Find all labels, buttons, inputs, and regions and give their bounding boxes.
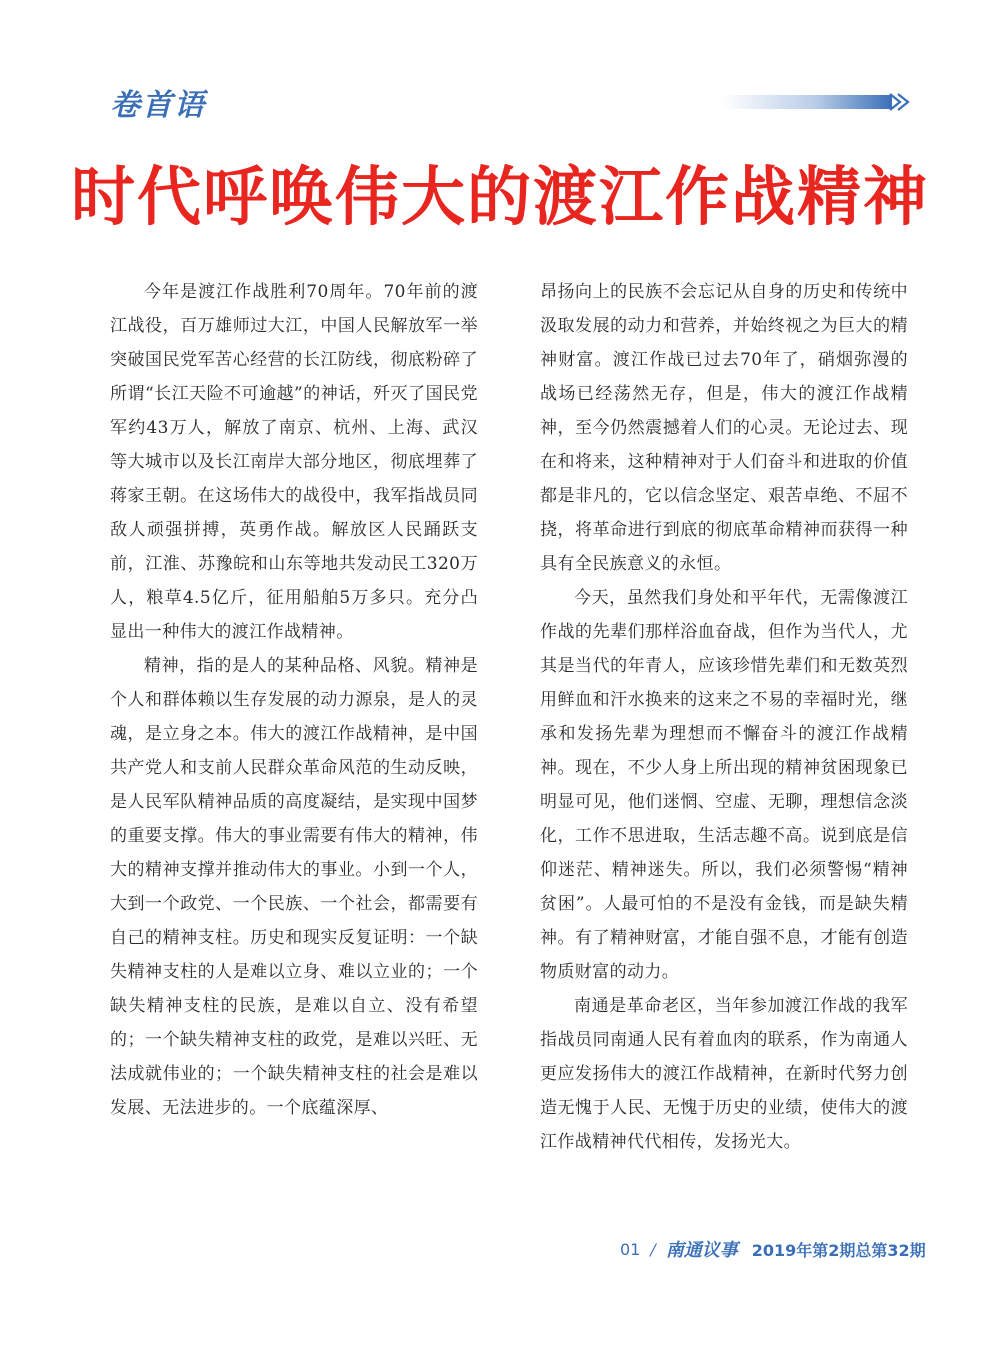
paragraph: 南通是革命老区，当年参加渡江作战的我军指战员同南通人民有着血肉的联系，作为南通人更应发扬伟大的渡江作战精神，在新时代努力创造无愧于人民、无愧于历史的业绩，使伟大的渡江作战精神代代相传，发扬光大。 [540, 996, 908, 1152]
header-decoration [722, 91, 912, 113]
column-tag: 卷首语 [110, 89, 206, 122]
magazine-logo: 南通议事 [665, 1240, 738, 1260]
left-column [110, 275, 478, 1125]
paragraph: 昂扬向上的民族不会忘记从自身的历史和传统中汲取发展的动力和营养，并始终视之为巨大的精神财富。渡江作战已过去70年了，硝烟弥漫的战场已经荡然无存，但是，伟大的渡江作战精神，至今仍然震撼着人们的心灵。无论过去、现在和将来，这种精神对于人们奋斗和进取的价值都是非凡的，它以信念坚定、艰苦卓绝、不屈不挠，将革命进行到底的彻底革命精神而获得一种具有全民族意义的永恒。 [540, 282, 908, 574]
double-chevron-icon [890, 94, 908, 110]
article-title: 时代呼唤伟大的渡江作战精神 [71, 161, 929, 235]
paragraph: 今天，虽然我们身处和平年代，无需像渡江作战的先辈们那样浴血奋战，但作为当代人，尤其是当代的年青人，应该珍惜先辈们和无数英烈用鲜血和汗水换来的这来之不易的幸福时光，继承和发扬先辈为理想而不懈奋斗的渡江作战精神。现在，不少人身上所出现的精神贫困现象已明显可见，他们迷惘、空虚、无聊，理想信念淡化，工作不思进取，生活志趣不高。说到底是信仰迷茫、精神迷失。所以，我们必须警惕“精神贫困”。人最可怕的不是没有金钱，而是缺失精神。有了精神财富，才能自强不息，才能有创造物质财富的动力。 [540, 588, 908, 982]
page-number: 01 [620, 1239, 641, 1259]
issue-info: 2019年第2期总第32期 [751, 1240, 926, 1260]
paragraph: 今年是渡江作战胜利70周年。70年前的渡江战役，百万雄师过大江，中国人民解放军一举突破国民党军苦心经营的长江防线，彻底粉碎了所谓“长江天险不可逾越”的神话，歼灭了国民党军约43万人，解放了南京、杭州、上海、武汉等大城市以及长江南岸大部分地区，彻底埋葬了蒋家王朝。在这场伟大的战役中，我军指战员同敌人顽强拼搏，英勇作战。解放区人民踊跃支前，江淮、苏豫皖和山东等地共发动民工320万人，粮草4.5亿斤，征用船舶5万多只。充分凸显出一种伟大的渡江作战精神。 [110, 282, 478, 642]
footer-separator: / [650, 1239, 656, 1259]
paragraph: 精神，指的是人的某种品格、风貌。精神是个人和群体赖以生存发展的动力源泉，是人的灵魂，是立身之本。伟大的渡江作战精神，是中国共产党人和支前人民群众革命风范的生动反映，是人民军队精神品质的高度凝结，是实现中国梦的重要支撑。伟大的事业需要有伟大的精神，伟大的精神支撑并推动伟大的事业。小到一个人，大到一个政党、一个民族、一个社会，都需要有自己的精神支柱。历史和现实反复证明：一个缺失精神支柱的人是难以立身、难以立业的；一个缺失精神支柱的民族，是难以自立、没有希望的；一个缺失精神支柱的政党，是难以兴旺、无法成就伟业的；一个缺失精神支柱的社会是难以发展、无法进步的。一个底蕴深厚、 [110, 656, 478, 1118]
page-footer [620, 1234, 926, 1264]
right-column [540, 275, 908, 1159]
